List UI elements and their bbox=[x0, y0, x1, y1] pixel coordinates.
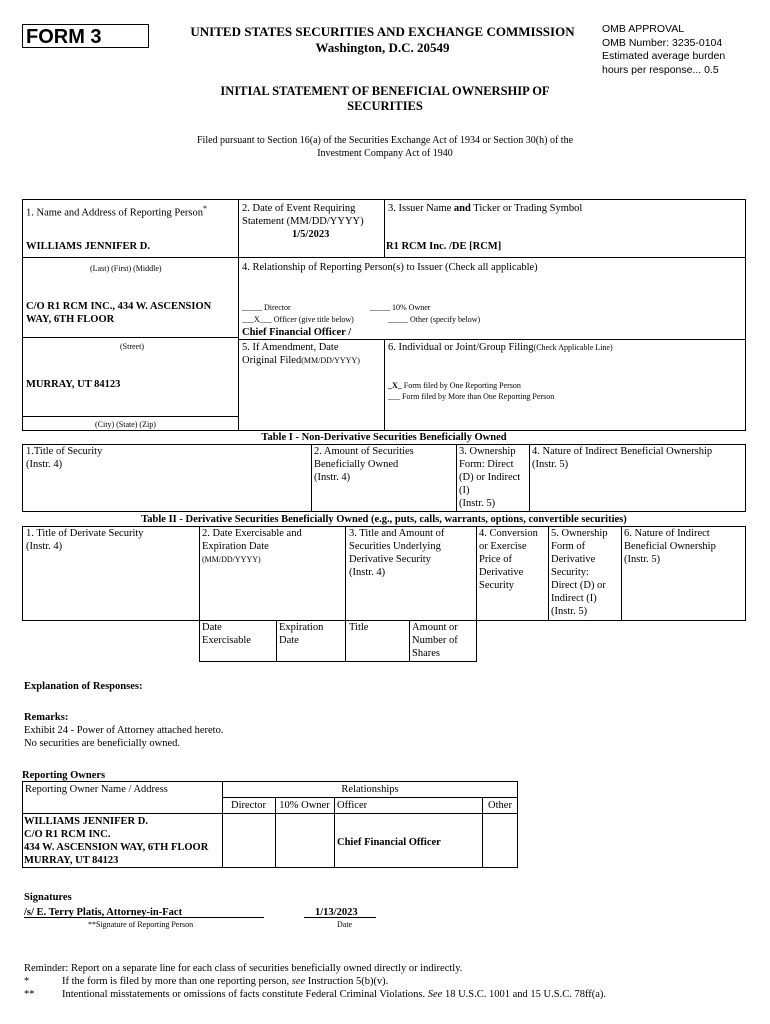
divider bbox=[384, 199, 385, 257]
remarks-heading: Remarks: bbox=[24, 712, 69, 723]
reminder: Reminder: Report on a separate line for each class of securities beneficially owned directly or indirectly. bbox=[24, 963, 463, 974]
t1-col4-header: 4. Nature of Indirect Beneficial Ownership (Instr. 5) bbox=[532, 446, 713, 470]
divider bbox=[22, 813, 518, 814]
box5-label: 5. If Amendment, Date Original Filed(MM/DD/YYYY) bbox=[242, 342, 360, 366]
divider bbox=[276, 621, 277, 661]
page-title bbox=[190, 84, 580, 114]
t2-col2-header: 2. Date Exercisable and Expiration Date (MM/DD/YYYY) bbox=[202, 528, 302, 564]
owners-col-owner: 10% Owner bbox=[279, 800, 330, 811]
city-state-zip: MURRAY, UT 84123 bbox=[26, 379, 121, 390]
box6-label: 6. Individual or Joint/Group Filing(Check Applicable Line) bbox=[388, 342, 613, 353]
t2-col4-header: 4. Conversion or Exercise Price of Derivative Security bbox=[479, 528, 538, 591]
divider bbox=[22, 257, 746, 258]
box1-label: 1. Name and Address of Reporting Person* bbox=[26, 204, 208, 219]
signer-name: /s/ E. Terry Platis, Attorney-in-Fact bbox=[24, 907, 183, 918]
box4-label: 4. Relationship of Reporting Person(s) to Issuer (Check all applicable) bbox=[242, 262, 538, 273]
explanation-heading: Explanation of Responses: bbox=[24, 681, 143, 692]
divider bbox=[456, 444, 457, 512]
street-line2: WAY, 6TH FLOOR bbox=[26, 314, 115, 325]
t1-col2-header: 2. Amount of Securities Beneficially Owned (Instr. 4) bbox=[314, 446, 414, 483]
box3-label: 3. Issuer Name and Ticker or Trading Symbol bbox=[388, 203, 583, 214]
table1-title: Table I - Non-Derivative Securities Beneficially Owned bbox=[261, 432, 507, 443]
filed-pursuant bbox=[160, 134, 610, 160]
filing-option-one: _X_ Form filed by One Reporting Person bbox=[388, 381, 521, 390]
divider bbox=[409, 621, 410, 661]
t2-col1-header: 1. Title of Derivate Security (Instr. 4) bbox=[26, 528, 144, 552]
t2-sub-date-exercisable: Date Exercisable bbox=[202, 622, 251, 646]
note1: If the form is filed by more than one reporting person, see Instruction 5(b)(v). bbox=[62, 976, 389, 987]
divider bbox=[548, 526, 549, 621]
event-date: 1/5/2023 bbox=[292, 229, 330, 240]
signer-caption: **Signature of Reporting Person bbox=[88, 920, 194, 929]
owners-col-officer: Officer bbox=[337, 800, 368, 811]
issuer-name: R1 RCM Inc. /DE [RCM] bbox=[386, 241, 502, 252]
divider bbox=[311, 444, 312, 512]
remarks-line2: No securities are beneficially owned. bbox=[24, 738, 180, 749]
t1-col3-header: 3. Ownership Form: Direct (D) or Indirect (I) (Instr. 5) bbox=[459, 446, 521, 509]
street-line1: C/O R1 RCM INC., 434 W. ASCENSION bbox=[26, 301, 212, 312]
box2-label: 2. Date of Event Requiring Statement (MM/DD/YYYY) bbox=[242, 203, 364, 227]
omb-line: hours per response... 0.5 bbox=[602, 63, 719, 76]
table2-title: Table II - Derivative Securities Beneficially Owned (e.g., puts, calls, warrants, options, convertible securities) bbox=[141, 514, 627, 525]
agency-title bbox=[160, 24, 605, 56]
form-label: FORM 3 bbox=[22, 24, 149, 48]
note1-mark: * bbox=[24, 976, 30, 987]
note2-mark: ** bbox=[24, 989, 35, 1000]
divider bbox=[199, 526, 200, 661]
divider bbox=[476, 526, 477, 661]
city-caption: (City) (State) (Zip) bbox=[95, 420, 156, 429]
divider bbox=[238, 199, 239, 431]
name-caption: (Last) (First) (Middle) bbox=[90, 264, 162, 273]
remarks-line1: Exhibit 24 - Power of Attorney attached hereto. bbox=[24, 725, 224, 736]
divider bbox=[621, 526, 622, 621]
divider bbox=[22, 337, 238, 338]
officer-title: Chief Financial Officer / bbox=[242, 327, 352, 338]
t2-sub-expiration: Expiration Date bbox=[279, 622, 324, 646]
t2-col3-header: 3. Title and Amount of Securities Underlying Derivative Security (Instr. 4) bbox=[349, 528, 445, 578]
filed-line1: Filed pursuant to Section 16(a) of the Securities Exchange Act of 1934 or Section 30(h) of the bbox=[196, 135, 574, 146]
title-line1: INITIAL STATEMENT OF BENEFICIAL OWNERSHIP OF bbox=[220, 84, 550, 98]
omb-line: OMB Number: 3235-0104 bbox=[602, 36, 723, 49]
divider bbox=[199, 661, 477, 662]
divider bbox=[384, 339, 385, 431]
omb-approval bbox=[602, 23, 762, 77]
title-line2: SECURITIES bbox=[347, 99, 423, 113]
omb-line: OMB APPROVAL bbox=[602, 23, 685, 35]
owners-heading: Reporting Owners bbox=[22, 770, 106, 781]
divider bbox=[238, 339, 746, 340]
owners-col-name: Reporting Owner Name / Address bbox=[25, 784, 168, 795]
divider bbox=[345, 526, 346, 661]
owner-name-address: WILLIAMS JENNIFER D. C/O R1 RCM INC. 434 W. ASCENSION WAY, 6TH FLOOR MURRAY, UT 84123 bbox=[24, 816, 209, 866]
owners-col-director: Director bbox=[231, 800, 266, 811]
owner-option: _____ 10% Owner bbox=[370, 303, 431, 312]
signatures-heading: Signatures bbox=[24, 892, 72, 903]
signature-date: 1/13/2023 bbox=[315, 907, 358, 918]
divider bbox=[529, 444, 530, 512]
t2-col6-header: 6. Nature of Indirect Beneficial Ownership (Instr. 5) bbox=[624, 528, 716, 565]
t1-col1-header: 1.Title of Security (Instr. 4) bbox=[26, 446, 103, 470]
divider bbox=[334, 797, 335, 868]
t2-sub-amount: Amount or Number of Shares bbox=[412, 622, 458, 659]
date-caption: Date bbox=[337, 920, 353, 929]
agency-line2: Washington, D.C. 20549 bbox=[315, 40, 450, 55]
filing-option-multiple: ___ Form filed by More than One Reporting Person bbox=[388, 392, 555, 401]
divider bbox=[22, 416, 238, 417]
omb-line: Estimated average burden bbox=[602, 50, 726, 62]
owners-col-relationships: Relationships bbox=[341, 784, 399, 795]
other-option: _____ Other (specify below) bbox=[388, 315, 481, 324]
reporting-person-name: WILLIAMS JENNIFER D. bbox=[26, 241, 150, 252]
t2-sub-title: Title bbox=[349, 622, 369, 633]
agency-line1: UNITED STATES SECURITIES AND EXCHANGE COMMISSION bbox=[190, 24, 575, 39]
note2: Intentional misstatements or omissions of facts constitute Federal Criminal Violations. See 18 U.S.C. 1001 and 15 U.S.C. 78ff(a). bbox=[62, 989, 607, 1000]
owners-col-other: Other bbox=[488, 800, 512, 811]
t2-col5-header: 5. Ownership Form of Derivative Security: Direct (D) or Indirect (I) (Instr. 5) bbox=[551, 528, 608, 617]
divider bbox=[222, 797, 518, 798]
street-caption: (Street) bbox=[120, 342, 144, 351]
filed-line2: Investment Company Act of 1940 bbox=[317, 148, 453, 159]
director-option: _____ Director bbox=[242, 303, 291, 312]
officer-option: ___X___ Officer (give title below) bbox=[242, 315, 354, 324]
owner-officer-title: Chief Financial Officer bbox=[337, 837, 441, 848]
